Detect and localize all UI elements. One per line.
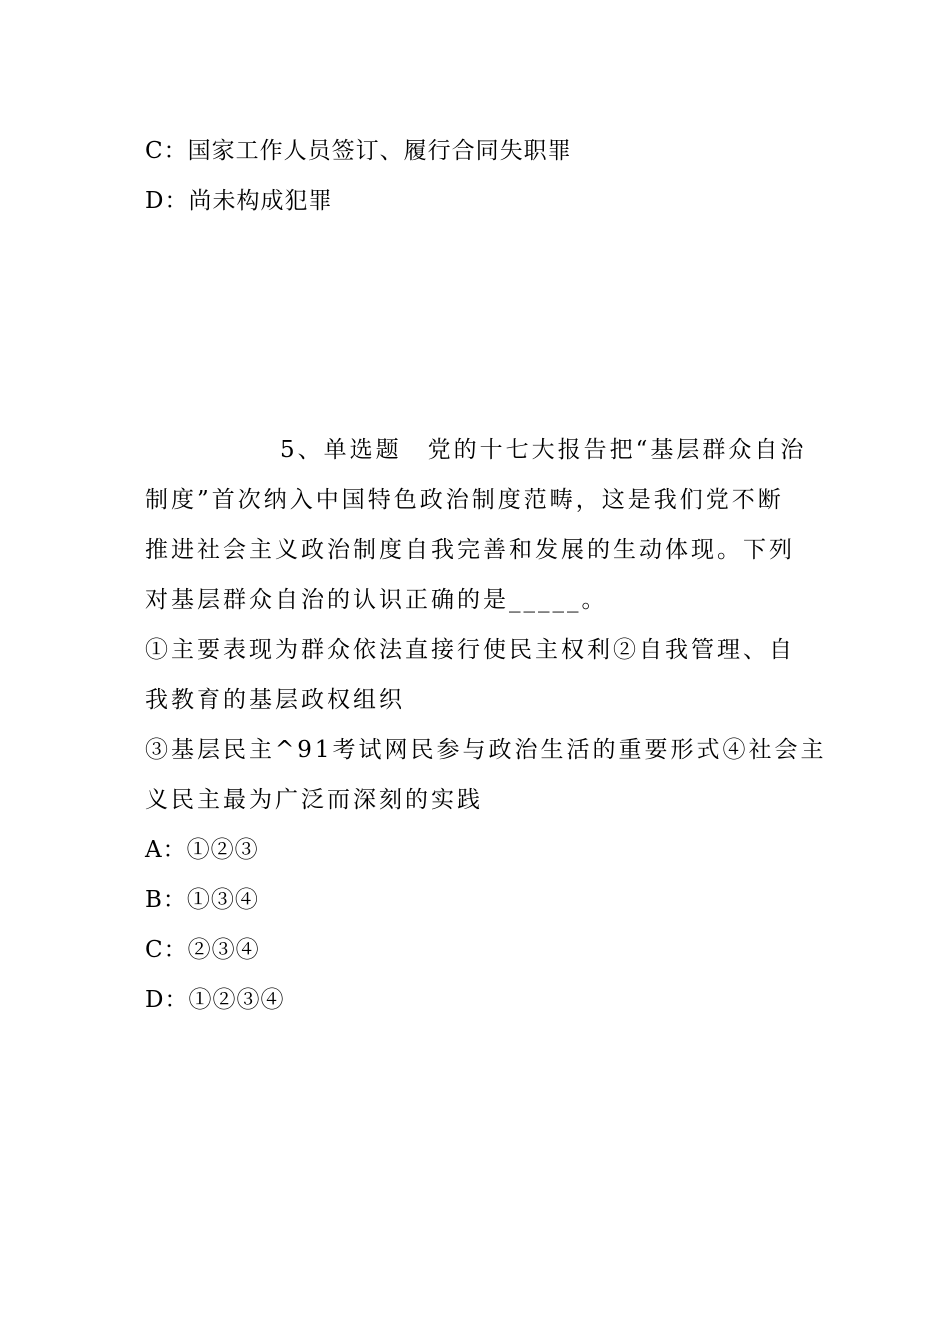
question-stem-line-3: 推进社会主义政治制度自我完善和发展的生动体现。下列 <box>145 537 795 563</box>
question-stem-line-2: 制度”首次纳入中国特色政治制度范畴，这是我们党不断 <box>145 487 784 513</box>
statement-line-4: 义民主最为广泛而深刻的实践 <box>145 787 483 813</box>
option-c: C：②③④ <box>145 937 260 963</box>
option-d-prev: D：尚未构成犯罪 <box>145 188 333 214</box>
statement-line-3: ③基层民主^91考试网民参与政治生活的重要形式④社会主 <box>145 737 827 763</box>
question-stem-line-4: 对基层群众自治的认识正确的是_____。 <box>145 587 608 613</box>
statement-line-2: 我教育的基层政权组织 <box>145 687 405 713</box>
question-stem-line-1: 5、单选题 党的十七大报告把“基层群众自治 <box>280 437 807 463</box>
option-a: A：①②③ <box>145 837 259 863</box>
option-c-prev: C：国家工作人员签订、履行合同失职罪 <box>145 138 572 164</box>
option-d: D：①②③④ <box>145 987 285 1013</box>
statement-line-1: ①主要表现为群众依法直接行使民主权利②自我管理、自 <box>145 637 795 663</box>
option-b: B：①③④ <box>145 887 259 913</box>
